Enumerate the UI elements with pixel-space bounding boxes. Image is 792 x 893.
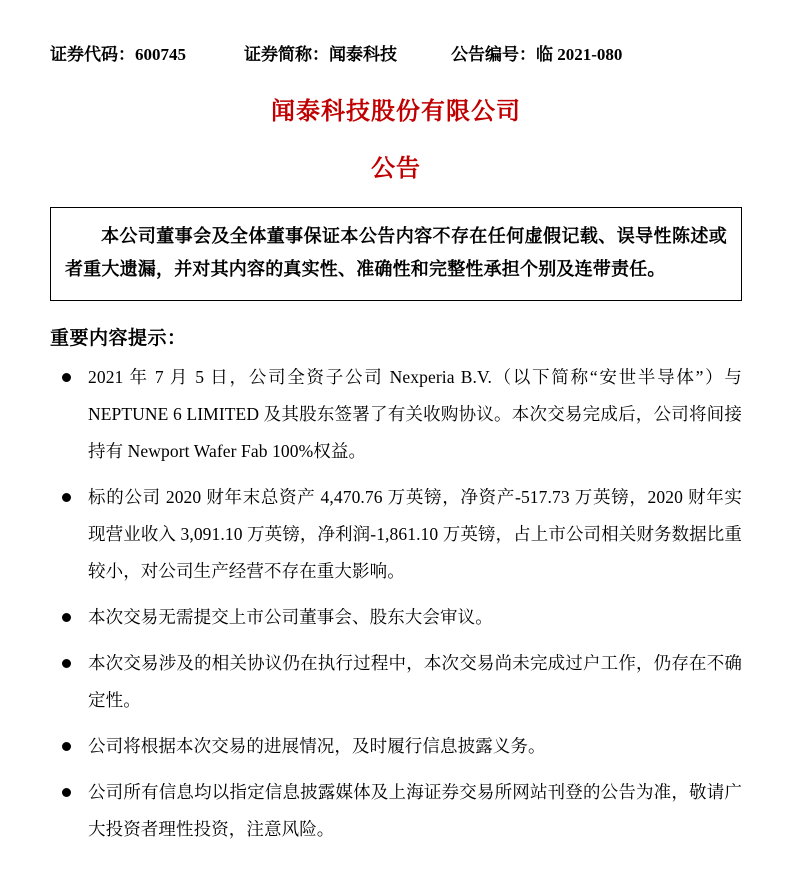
highlights-list <box>50 359 742 848</box>
list-item-text: 2021 年 7 月 5 日，公司全资子公司 Nexperia B.V.（以下简称“安世半导体”）与 NEPTUNE 6 LIMITED 及其股东签署了有关收购协议。本次交易完成后，公司将间接持有 Newport Wafer Fab 100%权益。 <box>88 367 742 461</box>
list-item-text: 公司将根据本次交易的进展情况，及时履行信息披露义务。 <box>88 736 546 756</box>
security-abbr-value: 闻泰科技 <box>329 45 397 64</box>
list-item-text: 标的公司 2020 财年末总资产 4,470.76 万英镑，净资产-517.73 万英镑，2020 财年实现营业收入 3,091.10 万英镑，净利润-1,861.10 万英镑，占上市公司相关财务数据比重较小，对公司生产经营不存在重大影响。 <box>88 487 742 581</box>
page-title: 闻泰科技股份有限公司 <box>271 99 521 125</box>
notice-number-label: 公告编号： <box>451 45 536 64</box>
disclaimer-text: 本公司董事会及全体董事保证本公告内容不存在任何虚假记载、误导性陈述或者重大遗漏，并对其内容的真实性、准确性和完整性承担个别及连带责任。 <box>65 226 727 279</box>
bullet-dot-icon <box>62 742 71 751</box>
list-item <box>50 479 742 590</box>
list-item <box>50 728 742 765</box>
list-item <box>50 774 742 848</box>
notice-number <box>451 40 622 65</box>
bullet-dot-icon <box>62 788 71 797</box>
list-item-text: 本次交易无需提交上市公司董事会、股东大会审议。 <box>88 607 493 627</box>
document-header <box>50 40 742 65</box>
bullet-dot-icon <box>62 373 71 382</box>
security-code-label: 证券代码： <box>50 45 135 64</box>
security-abbr-label: 证券简称： <box>244 45 329 64</box>
security-code-value: 600745 <box>135 45 186 64</box>
notice-number-value: 临 2021-080 <box>536 45 623 64</box>
security-code <box>50 40 186 65</box>
bullet-dot-icon <box>62 659 71 668</box>
bullet-dot-icon <box>62 613 71 622</box>
list-item-text: 本次交易涉及的相关协议仍在执行过程中，本次交易尚未完成过户工作，仍存在不确定性。 <box>88 653 742 710</box>
list-item <box>50 599 742 636</box>
disclaimer-box <box>50 207 742 301</box>
section-heading: 重要内容提示： <box>50 328 187 349</box>
bullet-dot-icon <box>62 493 71 502</box>
list-item-text: 公司所有信息均以指定信息披露媒体及上海证券交易所网站刊登的公告为准，敬请广大投资者理性投资，注意风险。 <box>88 782 742 839</box>
list-item <box>50 359 742 470</box>
security-abbr <box>244 40 397 65</box>
list-item <box>50 645 742 719</box>
page-subtitle: 公告 <box>371 156 421 182</box>
